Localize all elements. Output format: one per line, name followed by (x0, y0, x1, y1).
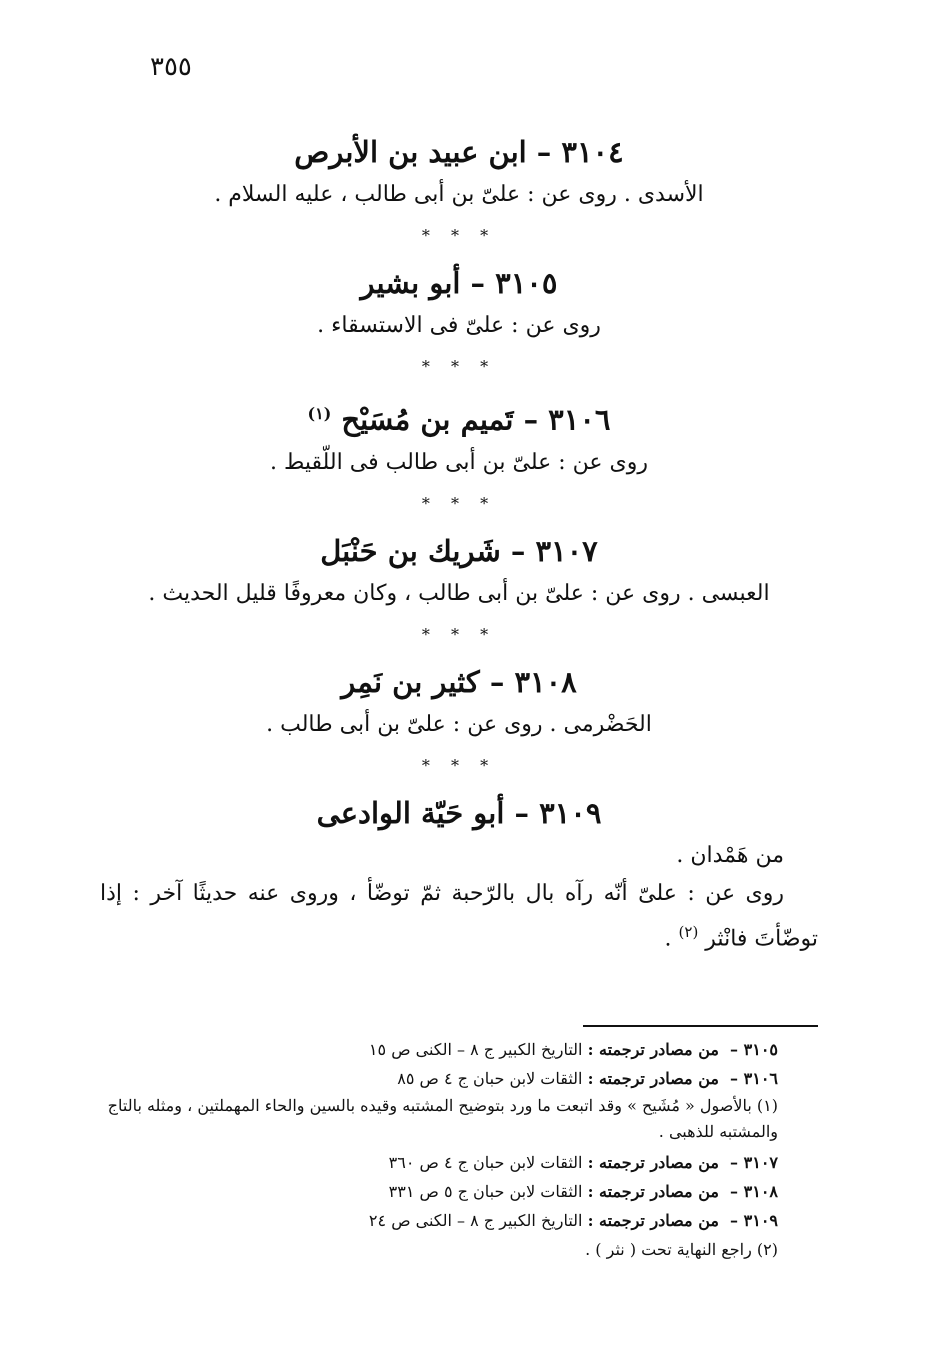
footnote-text: التاريخ الكبير ج ٨ – الكنى ص ١٥ (368, 1040, 583, 1059)
page-content (100, 128, 818, 958)
footnote-label: من مصادر ترجمته : (587, 1040, 719, 1059)
entry-text: من هَمْدان . (676, 842, 784, 868)
entry-text-paragraph (100, 875, 818, 958)
footnote-number: ٣١٠٦ – (730, 1069, 778, 1088)
footnote-note: (٢) راجع النهاية تحت ( نثر ) . (585, 1240, 778, 1259)
footnote-label: من مصادر ترجمته : (587, 1069, 719, 1088)
footnote-label: من مصادر ترجمته : (587, 1182, 719, 1201)
footnote-text: التاريخ الكبير ج ٨ – الكنى ص ٢٤ (368, 1211, 583, 1230)
entry-text: الحَضْرمى . روى عن : علىّ بن أبى طالب . (266, 711, 652, 737)
footnote-rule (583, 1025, 818, 1027)
entry-text: روى عن : علىّ أنّه رآه بال بالرّحبة ثمّ توضّأ ، وروى عنه حديثًا آخر : إذا توضّأتَ فانْثر (100, 880, 818, 951)
footnote-marker[interactable]: (١) (307, 404, 332, 423)
footnote-source (100, 1035, 818, 1064)
footnote-source (100, 1177, 818, 1206)
footnote-number: ٣١٠٧ – (730, 1153, 778, 1172)
separator: * * * (421, 755, 497, 775)
entry-heading: ٣١٠٩ – أبو حَيّة الوادعى (316, 795, 602, 830)
entry-text: روى عن : علىّ بن أبى طالب فى اللّقيط . (270, 449, 648, 475)
footnotes (100, 1025, 818, 1264)
footnote-text: الثقات لابن حبان ج ٥ ص ٣٣١ (388, 1182, 583, 1201)
footnote-text: الثقات لابن حبان ج ٤ ص ٣٦٠ (388, 1153, 583, 1172)
footnote-label: من مصادر ترجمته : (587, 1211, 719, 1230)
entry-heading: ٣١٠٨ – كثير بن نَمِر (341, 664, 577, 699)
separator: * * * (421, 226, 497, 245)
footnote-source (100, 1148, 818, 1177)
separator: * * * (421, 624, 497, 644)
footnote-source (100, 1206, 818, 1235)
entry-text: الأسدى . روى عن : علىّ بن أبى طالب ، عليه السلام . (214, 182, 704, 207)
entry-heading: ٣١٠٦ – تَميم بن مُسَيْح (341, 402, 611, 437)
entry-heading: ٣١٠٥ – أبو بشير (360, 266, 558, 300)
entry-heading: ٣١٠٤ – ابن عبيد بن الأبرص (294, 135, 624, 169)
footnote-source (100, 1064, 818, 1093)
entry-text: العبسى . روى عن : علىّ بن أبى طالب ، وكان معروفًا قليل الحديث . (148, 580, 770, 606)
footnote-number: ٣١٠٥ – (730, 1040, 778, 1059)
footnote-marker[interactable]: (٢) (678, 922, 699, 941)
entry-text: روى عن : علىّ فى الاستسقاء . (317, 313, 601, 338)
entry-text-end: . (664, 925, 672, 951)
separator: * * * (421, 357, 497, 376)
footnote-label: من مصادر ترجمته : (587, 1153, 719, 1172)
footnote-number: ٣١٠٩ – (730, 1211, 778, 1230)
footnote-note: (١) بالأصول « مُشَيح » وقد اتبعت ما ورد بتوضيح المشتبه وقيده بالسين والحاء المهملتين ، ومثله بالتاج والمشتبه للذهبى . (107, 1096, 778, 1141)
separator: * * * (421, 493, 497, 513)
entry-3107 (100, 527, 818, 613)
entry-3109 (100, 789, 818, 958)
entry-3106 (100, 390, 818, 482)
footnote-text: الثقات لابن حبان ج ٤ ص ٨٥ (397, 1069, 583, 1088)
entry-heading: ٣١٠٧ – شَريك بن حَنْبَل (320, 533, 598, 568)
entry-3104 (100, 128, 818, 214)
entry-3105 (100, 259, 818, 345)
entry-3108 (100, 658, 818, 744)
page-number: ٣٥٥ (150, 52, 192, 82)
footnote-number: ٣١٠٨ – (730, 1182, 778, 1201)
entry-heading-wrap (100, 390, 818, 444)
